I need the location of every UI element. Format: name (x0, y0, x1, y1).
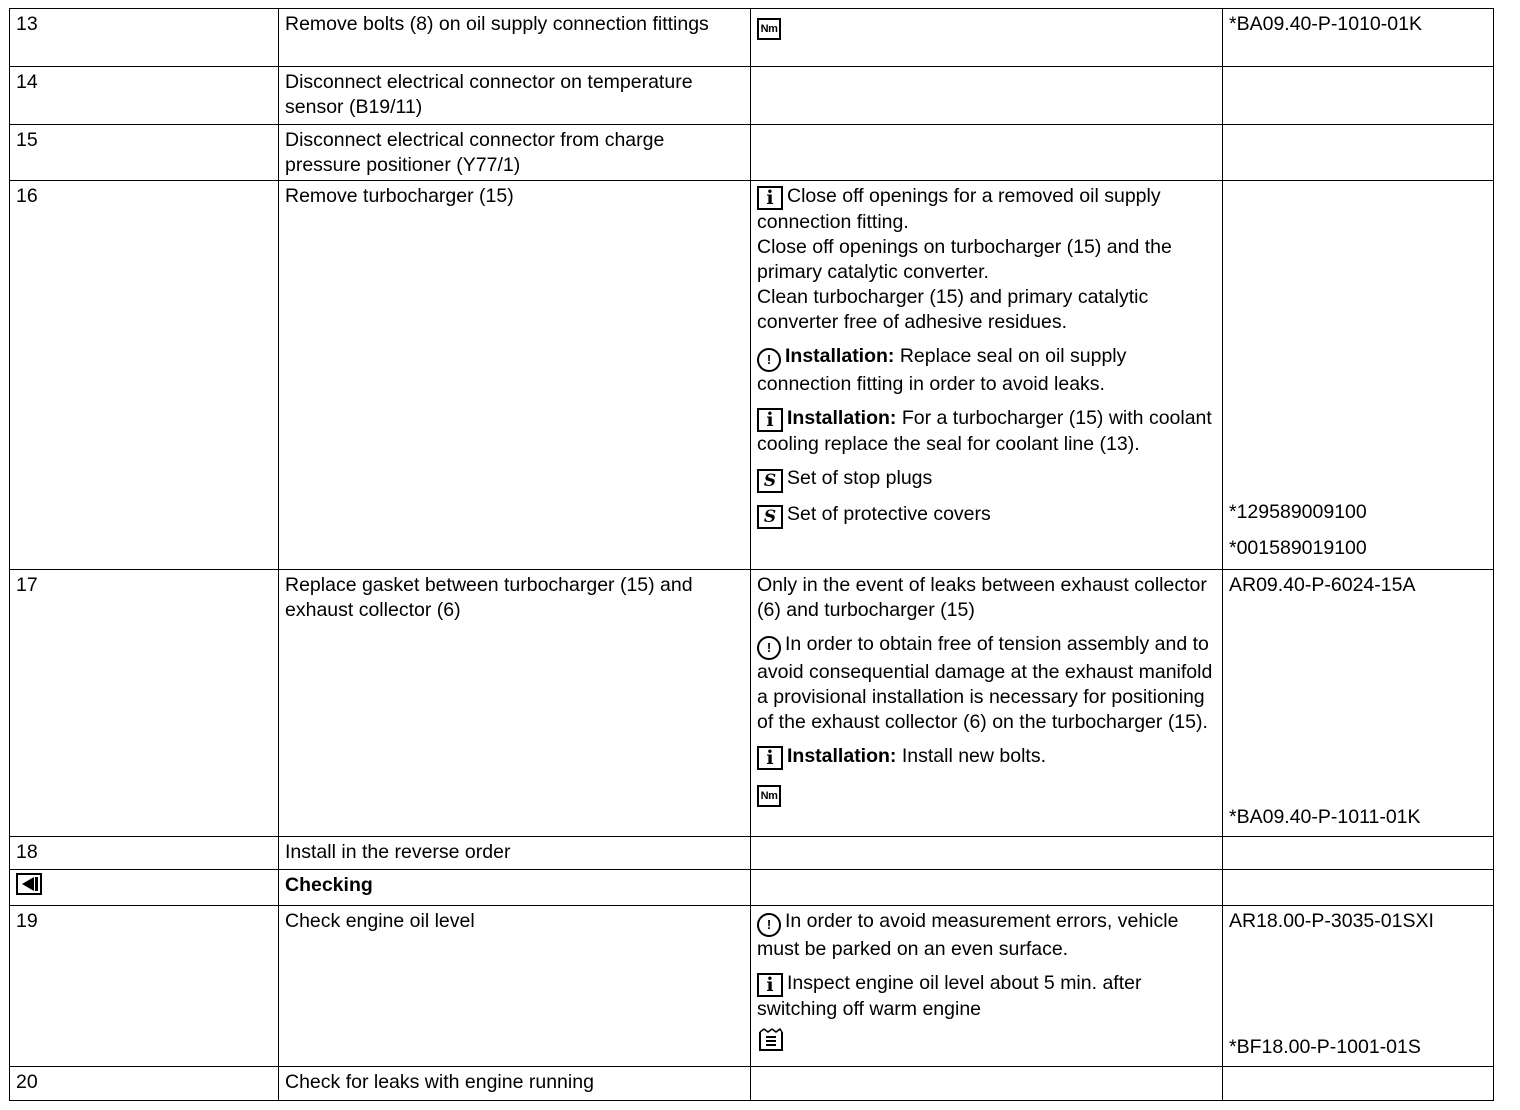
step-number: 18 (10, 837, 279, 870)
tool-name: Set of protective covers (787, 503, 991, 525)
step-reference (1223, 906, 1494, 1067)
caution-note-icon: ! (757, 636, 781, 660)
torque-nm-icon: Nm (757, 785, 781, 807)
document-reference[interactable]: AR09.40-P-6024-15A (1229, 574, 1416, 596)
step-reference (1223, 1067, 1494, 1101)
step-number: 14 (10, 67, 279, 125)
note-label: Installation: (787, 407, 897, 429)
procedure-table (9, 8, 1494, 1101)
table-row (10, 67, 1494, 125)
step-number: 15 (10, 125, 279, 181)
info-icon: i (757, 408, 783, 432)
step-notes (751, 570, 1223, 837)
table-row (10, 570, 1494, 837)
note-label: Installation: (787, 745, 897, 767)
document-reference[interactable]: *BA09.40-P-1011-01K (1229, 806, 1421, 828)
table-row (10, 1067, 1494, 1101)
step-notes (751, 125, 1223, 181)
tool-name: Set of stop plugs (787, 467, 933, 489)
step-action: Disconnect electrical connector from charge pressure positioner (Y77/1) (279, 125, 751, 181)
step-notes (751, 870, 1223, 906)
section-title: Checking (279, 870, 751, 906)
caution-note-icon: ! (757, 913, 781, 937)
step-notes (751, 906, 1223, 1067)
table-row (10, 837, 1494, 870)
info-icon: i (757, 973, 783, 997)
section-icon-cell (10, 870, 279, 906)
note-text: Close off openings on turbocharger (15) and the primary catalytic converter. (757, 236, 1172, 283)
step-notes (751, 1067, 1223, 1101)
note-text: For a turbocharger (15) with coolant cooling replace the seal for coolant line (13). (757, 407, 1212, 455)
step-action: Check engine oil level (279, 906, 751, 1067)
note-text: Inspect engine oil level about 5 min. after switching off warm engine (757, 972, 1142, 1020)
special-tool-icon: S (757, 469, 783, 493)
step-action: Install in the reverse order (279, 837, 751, 870)
step-action: Disconnect electrical connector on temperature sensor (B19/11) (279, 67, 751, 125)
step-notes (751, 9, 1223, 67)
info-icon: i (757, 746, 783, 770)
tool-reference[interactable]: *129589009100 (1229, 501, 1367, 523)
note-text: Install new bolts. (896, 745, 1046, 767)
step-action: Replace gasket between turbocharger (15) and exhaust collector (6) (279, 570, 751, 837)
table-row (10, 9, 1494, 67)
document-reference[interactable]: *BF18.00-P-1001-01S (1229, 1036, 1421, 1058)
special-tool-icon: S (757, 505, 783, 529)
step-action: Remove turbocharger (15) (279, 181, 751, 570)
step-reference (1223, 570, 1494, 837)
info-icon: i (757, 186, 783, 210)
table-row (10, 125, 1494, 181)
step-reference (1223, 67, 1494, 125)
step-notes (751, 837, 1223, 870)
step-notes (751, 67, 1223, 125)
step-reference (1223, 125, 1494, 181)
step-reference (1223, 181, 1494, 570)
section-row (10, 870, 1494, 906)
note-text: Replace seal on oil supply connection fitting in order to avoid leaks. (757, 345, 1127, 395)
note-label: Installation: (785, 345, 895, 367)
note-text: Only in the event of leaks between exhaust collector (6) and turbocharger (15) (757, 574, 1207, 621)
note-text: Clean turbocharger (15) and primary catalytic converter free of adhesive residues. (757, 286, 1149, 333)
note-text: In order to obtain free of tension assembly and to avoid consequential damage at the exhaust manifold a provisional installation is necessary for positioning of the exhaust collector (6) on the turbocharger (15). (757, 633, 1213, 733)
caution-note-icon: ! (757, 348, 781, 372)
checking-section-icon (16, 873, 42, 895)
step-number: 17 (10, 570, 279, 837)
tool-reference[interactable]: *001589019100 (1229, 537, 1367, 559)
table-row (10, 181, 1494, 570)
step-number: 16 (10, 181, 279, 570)
note-text: In order to avoid measurement errors, vehicle must be parked on an even surface. (757, 910, 1179, 960)
step-number: 13 (10, 9, 279, 67)
step-number: 19 (10, 906, 279, 1067)
step-reference (1223, 837, 1494, 870)
step-reference[interactable]: *BA09.40-P-1010-01K (1223, 9, 1494, 67)
document-reference[interactable]: AR18.00-P-3035-01SXI (1229, 910, 1434, 932)
torque-nm-icon: Nm (757, 18, 781, 40)
step-reference (1223, 870, 1494, 906)
table-row (10, 906, 1494, 1067)
step-action: Remove bolts (8) on oil supply connection fittings (279, 9, 751, 67)
step-notes (751, 181, 1223, 570)
step-action: Check for leaks with engine running (279, 1067, 751, 1101)
note-text: Close off openings for a removed oil supply connection fitting. (757, 185, 1161, 233)
oil-level-icon (757, 1028, 785, 1052)
step-number: 20 (10, 1067, 279, 1101)
